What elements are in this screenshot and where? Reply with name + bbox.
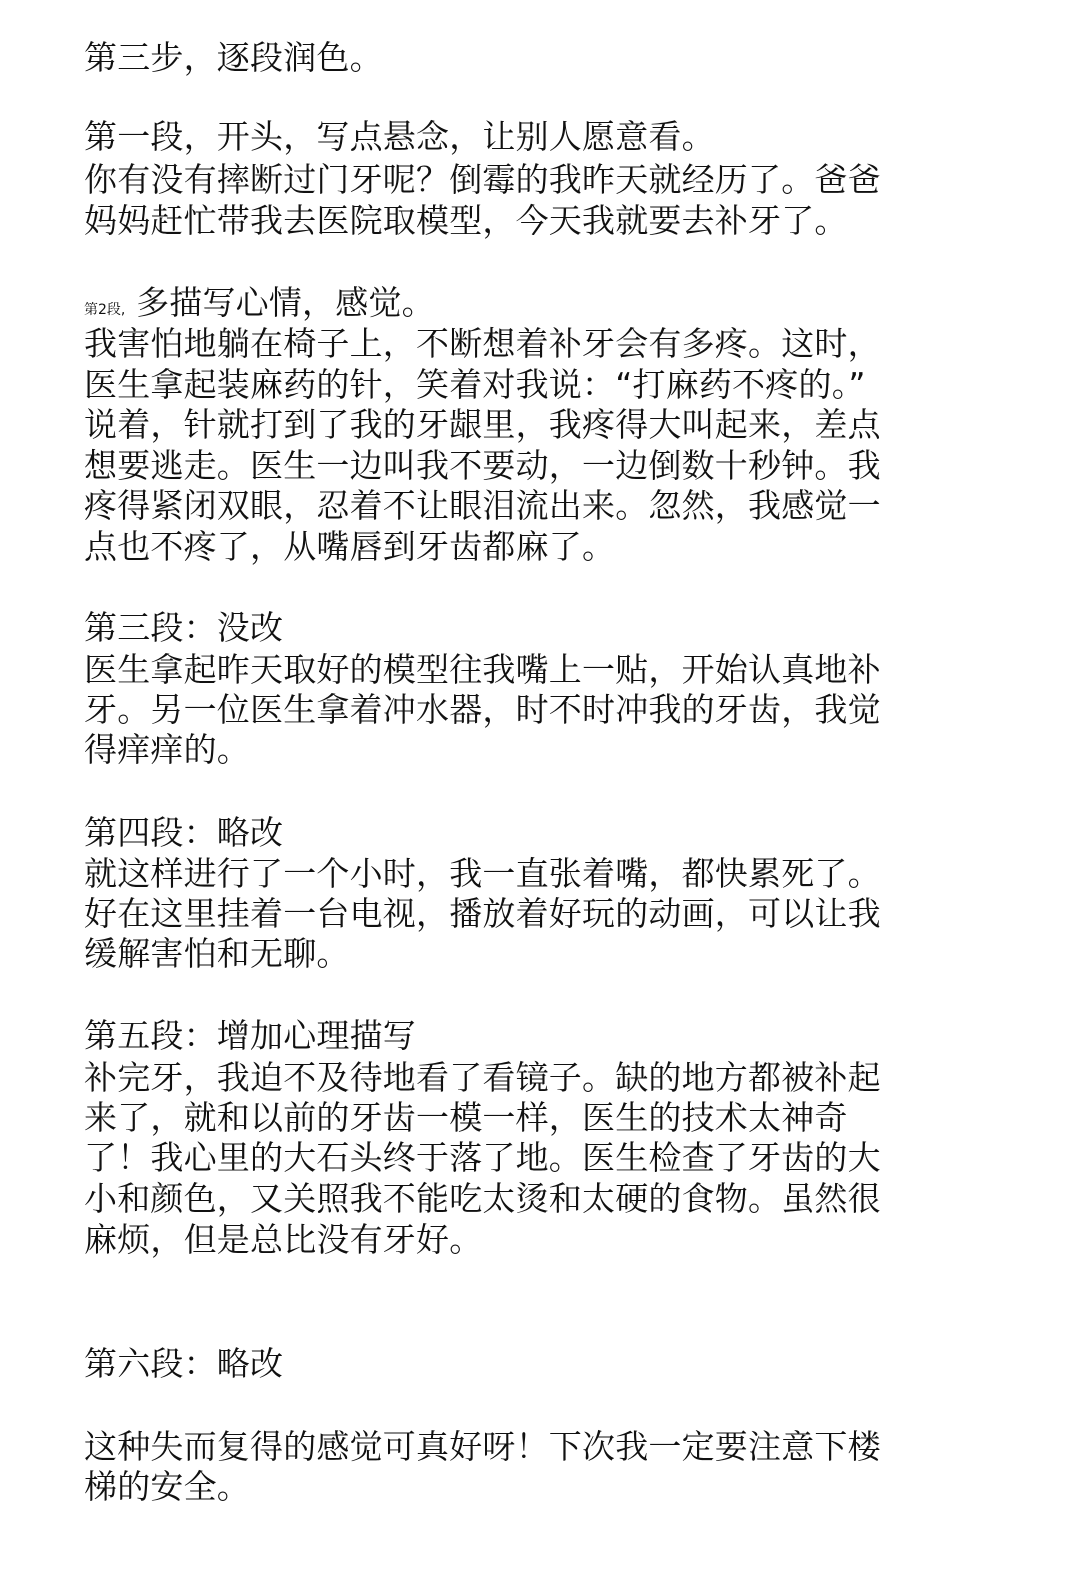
paragraph-3-heading: 第三段：没改 [84, 608, 284, 647]
step-title: 第三步，逐段润色。 [84, 38, 383, 77]
paragraph-2-line: 想要逃走。医生一边叫我不要动，一边倒数十秒钟。我 [84, 446, 881, 485]
paragraph-2-heading-text: 多描写心情，感觉。 [136, 283, 435, 322]
paragraph-5-line: 麻烦，但是总比没有牙好。 [84, 1220, 483, 1259]
paragraph-4-heading: 第四段：略改 [84, 813, 284, 852]
paragraph-5-line: 补完牙，我迫不及待地看了看镜子。缺的地方都被补起 [84, 1058, 881, 1097]
paragraph-2-line: 医生拿起装麻药的针，笑着对我说：“打麻药不疼的。” [84, 365, 866, 404]
paragraph-2-line: 说着，针就打到了我的牙龈里，我疼得大叫起来，差点 [84, 405, 881, 444]
paragraph-2-line: 疼得紧闭双眼，忍着不让眼泪流出来。忽然，我感觉一 [84, 486, 881, 525]
paragraph-2-line: 我害怕地躺在椅子上，不断想着补牙会有多疼。这时， [84, 324, 881, 363]
paragraph-2-heading [84, 283, 984, 330]
paragraph-6-heading: 第六段：略改 [84, 1344, 284, 1383]
paragraph-5-heading: 第五段：增加心理描写 [84, 1016, 416, 1055]
paragraph-6-line: 这种失而复得的感觉可真好呀！下次我一定要注意下楼 [84, 1427, 881, 1466]
paragraph-5-line: 来了，就和以前的牙齿一模一样，医生的技术太神奇 [84, 1098, 848, 1137]
paragraph-3-line: 牙。另一位医生拿着冲水器，时不时冲我的牙齿，我觉 [84, 690, 881, 729]
paragraph-3-line: 得痒痒的。 [84, 730, 250, 769]
paragraph-4-line: 就这样进行了一个小时，我一直张着嘴，都快累死了。 [84, 854, 881, 893]
paragraph-2-line: 点也不疼了，从嘴唇到牙齿都麻了。 [84, 527, 616, 566]
paragraph-4-line: 缓解害怕和无聊。 [84, 934, 350, 973]
paragraph-1-heading: 第一段，开头，写点悬念，让别人愿意看。 [84, 117, 715, 156]
paragraph-1-line: 妈妈赶忙带我去医院取模型，今天我就要去补牙了。 [84, 201, 848, 240]
paragraph-4-line: 好在这里挂着一台电视，播放着好玩的动画，可以让我 [84, 894, 881, 933]
paragraph-2-heading-prefix: 第2段, [84, 302, 126, 318]
paragraph-6-line: 梯的安全。 [84, 1467, 250, 1506]
paragraph-1-line: 你有没有摔断过门牙呢？倒霉的我昨天就经历了。爸爸 [84, 160, 881, 199]
paragraph-5-line: 了！我心里的大石头终于落了地。医生检查了牙齿的大 [84, 1138, 881, 1177]
paragraph-5-line: 小和颜色，又关照我不能吃太烫和太硬的食物。虽然很 [84, 1179, 881, 1218]
paragraph-3-line: 医生拿起昨天取好的模型往我嘴上一贴，开始认真地补 [84, 650, 881, 689]
